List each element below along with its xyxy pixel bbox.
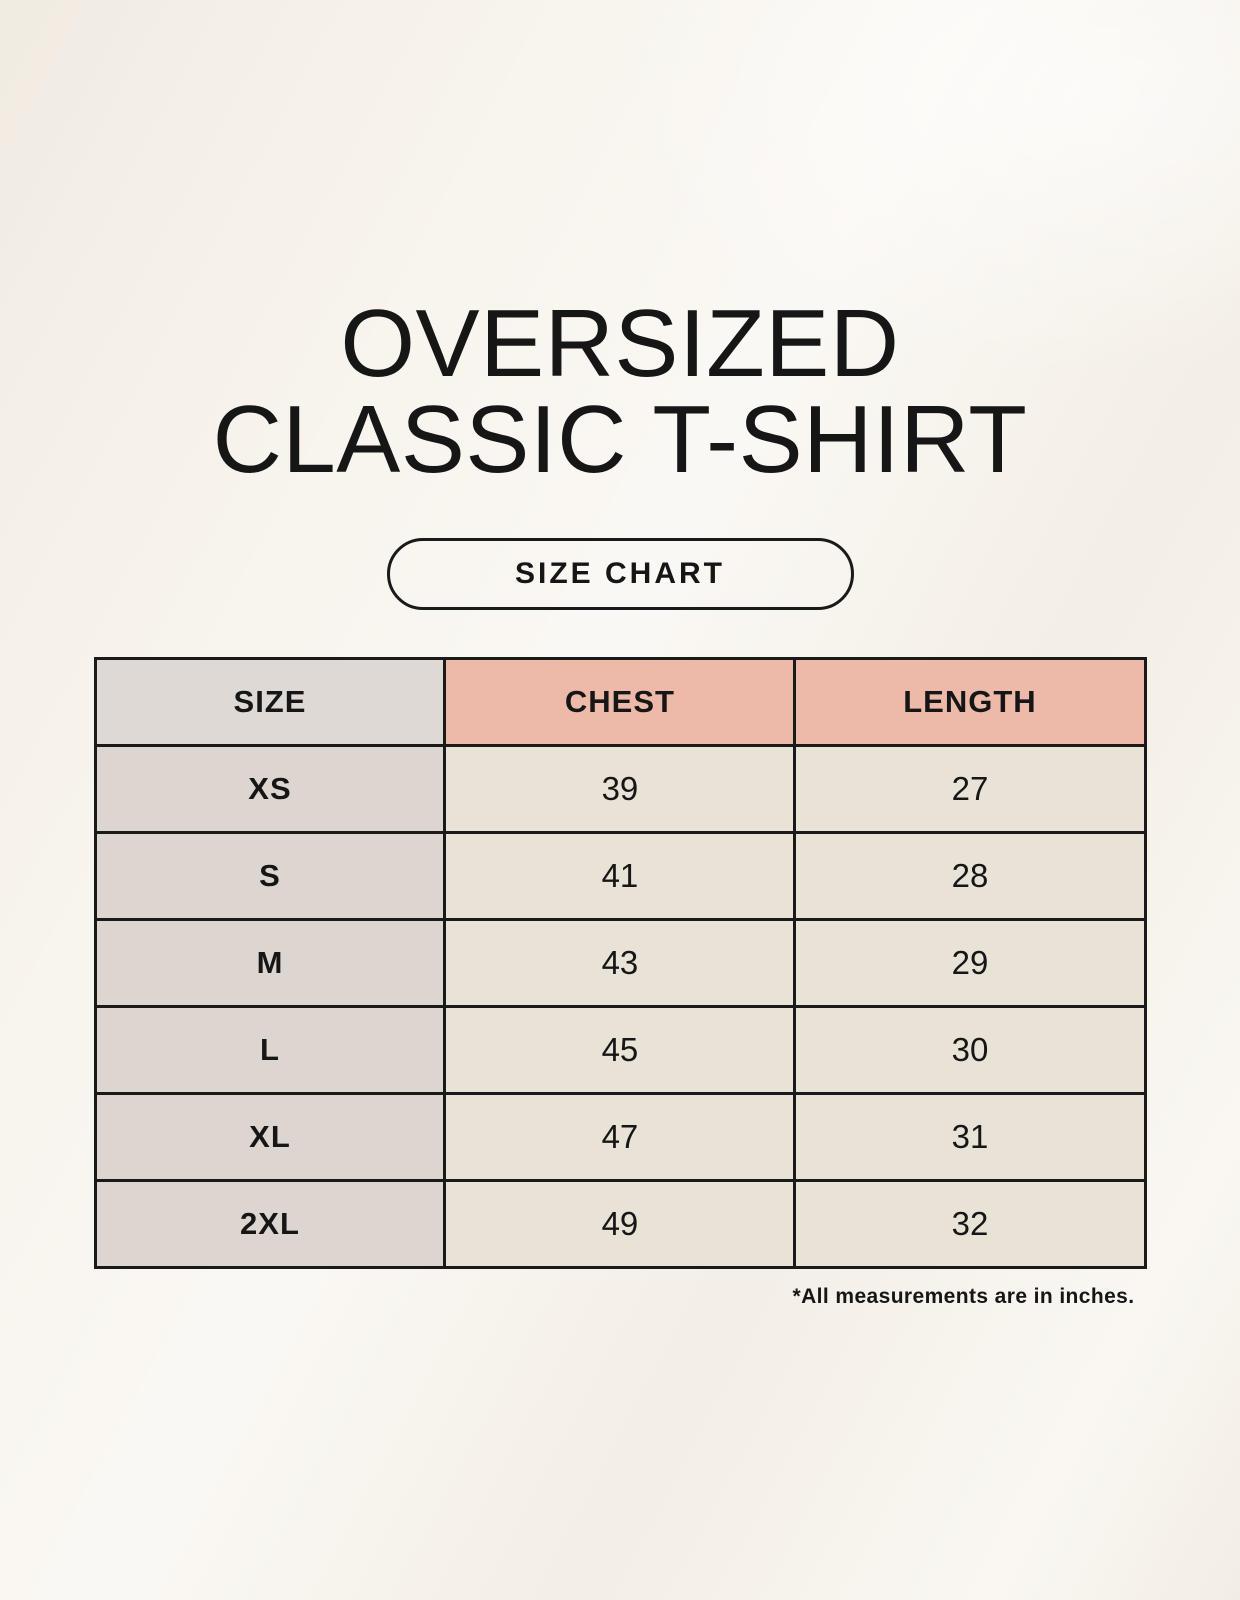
column-header-size: SIZE [95,659,445,746]
column-header-chest: CHEST [445,659,795,746]
chest-value: 41 [445,833,795,920]
chest-value: 45 [445,1007,795,1094]
table-header-row [95,659,1145,746]
size-label: XS [95,746,445,833]
length-value: 32 [795,1181,1145,1268]
table-row [95,833,1145,920]
length-value: 28 [795,833,1145,920]
product-title-line1: OVERSIZED [340,290,900,397]
size-chart-button-label: SIZE CHART [515,557,725,590]
measurements-footnote: *All measurements are in inches. [792,1285,1135,1308]
length-value: 29 [795,920,1145,1007]
size-label: M [95,920,445,1007]
size-chart-button[interactable] [387,538,854,610]
size-label: L [95,1007,445,1094]
size-label: XL [95,1094,445,1181]
table-row [95,920,1145,1007]
size-label: S [95,833,445,920]
table-row [95,1181,1145,1268]
table-row [95,746,1145,833]
size-label: 2XL [95,1181,445,1268]
length-value: 27 [795,746,1145,833]
length-value: 30 [795,1007,1145,1094]
size-chart-table [94,657,1147,1269]
table-row [95,1007,1145,1094]
table-row [95,1094,1145,1181]
chest-value: 49 [445,1181,795,1268]
chest-value: 47 [445,1094,795,1181]
chest-value: 43 [445,920,795,1007]
length-value: 31 [795,1094,1145,1181]
product-title [0,290,1240,493]
chest-value: 39 [445,746,795,833]
product-title-line2: CLASSIC T-SHIRT [212,386,1028,493]
column-header-length: LENGTH [795,659,1145,746]
